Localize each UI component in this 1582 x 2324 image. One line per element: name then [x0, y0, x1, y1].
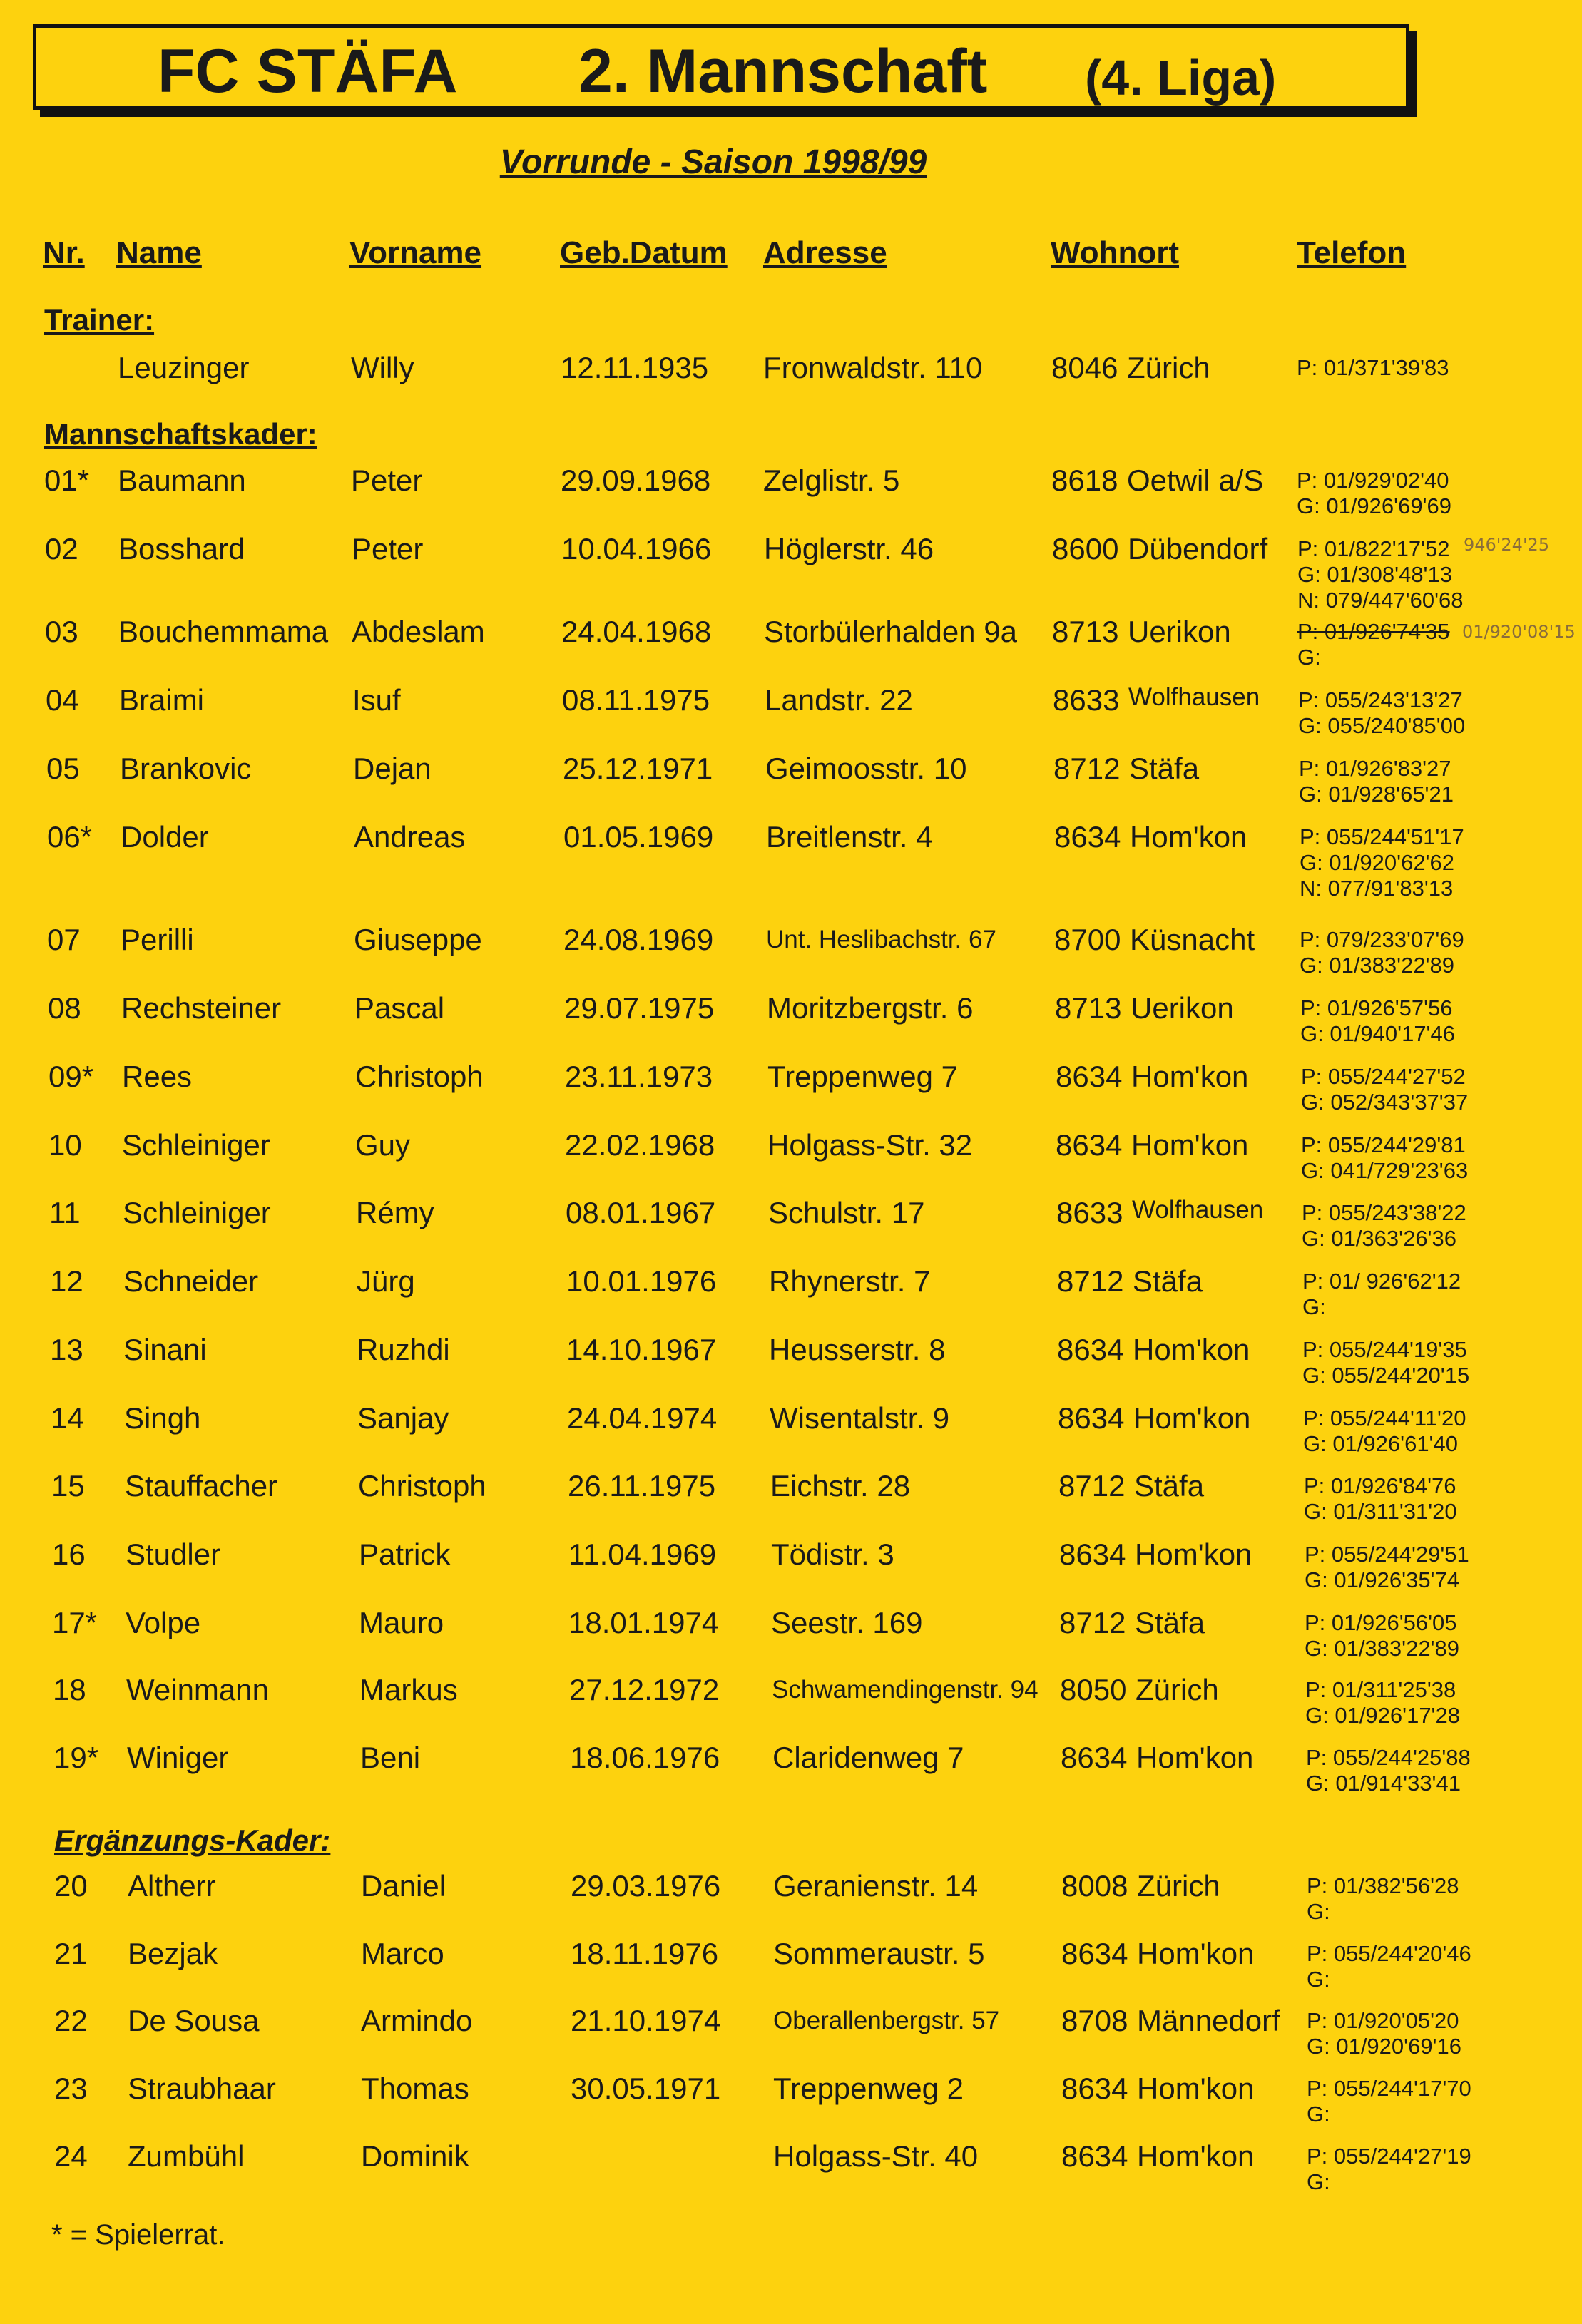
- phone-line: P: 055/244'25'88: [1306, 1745, 1471, 1770]
- row-plz: 8046: [1051, 351, 1118, 384]
- league-title: (4. Liga): [1085, 50, 1277, 106]
- header-adresse: Adresse: [763, 235, 887, 270]
- row-ort: Hom'kon: [1133, 1333, 1250, 1366]
- row-nr: 03: [45, 615, 78, 648]
- row-name: Studler: [126, 1537, 221, 1571]
- phone-line: G:: [1302, 1294, 1326, 1319]
- row-telefon: [1305, 1542, 1469, 1593]
- row-ort: Stäfa: [1129, 752, 1200, 785]
- player-row: [0, 1741, 1582, 1805]
- phone-line: P: 01/926'57'56: [1300, 995, 1453, 1020]
- row-ort: Männedorf: [1137, 2004, 1280, 2037]
- row-vorname: Christoph: [355, 1060, 484, 1093]
- row-vorname: Andreas: [354, 820, 466, 854]
- phone-line: G: 052/343'37'37: [1301, 1090, 1469, 1115]
- row-adresse: Breitlenstr. 4: [766, 820, 933, 854]
- row-plz: 8634: [1061, 1937, 1128, 1970]
- row-geb-datum: 10.01.1976: [566, 1264, 717, 1298]
- team-title: 2. Mannschaft: [578, 37, 988, 106]
- phone-line: G: 01/926'69'69: [1297, 493, 1451, 518]
- row-plz: 8634: [1061, 2072, 1128, 2105]
- header-name: Name: [116, 235, 202, 270]
- row-name: Schneider: [123, 1264, 259, 1298]
- player-row: [0, 464, 1582, 528]
- row-nr: 07: [47, 923, 81, 956]
- phone-line: P: 01/371'39'83: [1297, 355, 1449, 380]
- row-nr: 04: [46, 683, 79, 717]
- player-row: [0, 615, 1582, 679]
- player-row: [0, 1537, 1582, 1602]
- row-vorname: Giuseppe: [354, 923, 482, 956]
- row-plz: 8634: [1061, 1741, 1128, 1774]
- phone-line: G: 01/920'69'16: [1307, 2034, 1461, 2059]
- row-name: Stauffacher: [125, 1469, 278, 1503]
- club-title: FC STÄFA: [158, 37, 458, 106]
- row-vorname: Pascal: [354, 991, 445, 1025]
- player-row: [0, 1606, 1582, 1670]
- row-geb-datum: 08.01.1967: [566, 1196, 716, 1229]
- row-ort: Hom'kon: [1130, 820, 1247, 854]
- phone-line: P: 01/926'84'76: [1304, 1473, 1456, 1498]
- row-plz: 8618: [1051, 464, 1118, 497]
- row-adresse: Claridenweg 7: [772, 1741, 964, 1774]
- row-geb-datum: 10.04.1966: [561, 532, 712, 565]
- player-row: [0, 1128, 1582, 1192]
- row-vorname: Patrick: [359, 1537, 451, 1571]
- row-adresse: Heusserstr. 8: [769, 1333, 946, 1366]
- row-telefon: [1297, 468, 1451, 519]
- row-name: Braimi: [119, 683, 205, 717]
- row-telefon: [1306, 1745, 1471, 1796]
- phone-line: P: 01/ 926'62'12: [1302, 1269, 1461, 1294]
- row-nr: 18: [53, 1673, 86, 1706]
- row-ort: Zürich: [1137, 1869, 1220, 1903]
- row-ort: Hom'kon: [1135, 1537, 1252, 1571]
- row-name: Brankovic: [120, 752, 252, 785]
- row-telefon: [1297, 536, 1463, 613]
- row-nr: 11: [49, 1196, 81, 1229]
- row-ort: Hom'kon: [1137, 2072, 1255, 2105]
- row-geb-datum: 24.04.1968: [561, 615, 712, 648]
- row-telefon: [1307, 2076, 1471, 2127]
- phone-line: P: 055/244'19'35: [1302, 1337, 1467, 1362]
- row-name: Singh: [124, 1401, 201, 1435]
- row-geb-datum: 29.07.1975: [564, 991, 715, 1025]
- row-nr: 14: [51, 1401, 84, 1435]
- kader-section-label: Mannschaftskader:: [44, 417, 317, 451]
- row-nr: 17*: [52, 1606, 98, 1639]
- row-name: Schleiniger: [122, 1128, 270, 1162]
- row-ort: Hom'kon: [1136, 1741, 1254, 1774]
- player-row: [0, 1333, 1582, 1397]
- row-vorname: Dominik: [361, 2139, 469, 2173]
- row-ort: Wolfhausen: [1132, 1196, 1264, 1224]
- row-vorname: Willy: [351, 351, 414, 384]
- row-adresse: Holgass-Str. 32: [767, 1128, 973, 1162]
- row-vorname: Isuf: [352, 683, 401, 717]
- row-nr: 24: [54, 2139, 88, 2173]
- row-telefon: [1301, 1064, 1468, 1115]
- row-nr: 23: [54, 2072, 88, 2105]
- row-ort: Wolfhausen: [1128, 683, 1260, 711]
- row-name: Straubhaar: [128, 2072, 276, 2105]
- row-plz: 8634: [1059, 1537, 1126, 1571]
- row-plz: 8712: [1053, 752, 1121, 785]
- row-vorname: Daniel: [361, 1869, 446, 1903]
- row-name: Bezjak: [128, 1937, 218, 1970]
- phone-line: G: 01/928'65'21: [1299, 782, 1454, 807]
- phone-line: G: 01/940'17'46: [1300, 1021, 1455, 1046]
- phone-line: P: 055/244'27'52: [1301, 1064, 1466, 1089]
- row-telefon: [1297, 619, 1450, 670]
- row-plz: 8050: [1060, 1673, 1127, 1706]
- header-wohnort: Wohnort: [1051, 235, 1180, 270]
- row-nr: 10: [49, 1128, 82, 1162]
- row-adresse: Höglerstr. 46: [764, 532, 934, 565]
- row-adresse: Fronwaldstr. 110: [763, 351, 983, 384]
- row-plz: 8633: [1056, 1196, 1123, 1229]
- row-adresse: Seestr. 169: [771, 1606, 923, 1639]
- phone-line: G: 041/729'23'63: [1301, 1158, 1469, 1183]
- row-name: Baumann: [118, 464, 246, 497]
- phone-line: P: 055/244'29'51: [1305, 1542, 1469, 1567]
- row-name: Altherr: [128, 1869, 216, 1903]
- row-geb-datum: 12.11.1935: [561, 351, 709, 384]
- handwritten-note: 01/920'08'15: [1462, 622, 1576, 642]
- row-adresse: Schwamendingenstr. 94: [772, 1676, 1038, 1704]
- row-geb-datum: 29.09.1968: [561, 464, 711, 497]
- row-geb-datum: 29.03.1976: [571, 1869, 721, 1903]
- phone-line: P: 079/233'07'69: [1300, 927, 1464, 952]
- row-adresse: Treppenweg 7: [767, 1060, 958, 1093]
- header-telefon: Telefon: [1297, 235, 1407, 270]
- row-nr: 02: [45, 532, 78, 565]
- row-plz: 8008: [1061, 1869, 1128, 1903]
- row-geb-datum: 26.11.1975: [568, 1469, 716, 1503]
- player-row: [0, 923, 1582, 987]
- row-adresse: Holgass-Str. 40: [773, 2139, 979, 2173]
- row-adresse: Geimoosstr. 10: [765, 752, 967, 785]
- row-telefon: [1300, 824, 1464, 901]
- row-ort: Dübendorf: [1128, 532, 1268, 565]
- row-geb-datum: 23.11.1973: [565, 1060, 713, 1093]
- row-nr: 20: [54, 1869, 88, 1903]
- phone-line: P: 055/243'38'22: [1302, 1200, 1466, 1225]
- row-telefon: [1300, 995, 1455, 1047]
- row-telefon: [1303, 1406, 1466, 1457]
- row-vorname: Peter: [351, 464, 423, 497]
- row-plz: 8708: [1061, 2004, 1128, 2037]
- row-plz: 8634: [1054, 820, 1121, 854]
- player-row: [0, 1196, 1582, 1260]
- row-name: Rees: [122, 1060, 193, 1093]
- row-adresse: Treppenweg 2: [773, 2072, 964, 2105]
- row-plz: 8700: [1054, 923, 1121, 956]
- row-plz: 8712: [1057, 1264, 1124, 1298]
- phone-line: P: 055/244'20'46: [1307, 1941, 1471, 1966]
- row-nr: 15: [51, 1469, 85, 1503]
- extra-player-row: [0, 2072, 1582, 2136]
- row-name: Volpe: [126, 1606, 201, 1639]
- row-nr: 01*: [44, 464, 90, 497]
- row-adresse: Storbülerhalden 9a: [764, 615, 1017, 648]
- header-vorname: Vorname: [349, 235, 482, 270]
- phone-line: N: 079/447'60'68: [1297, 588, 1464, 613]
- row-telefon: [1301, 1132, 1468, 1184]
- row-vorname: Thomas: [361, 2072, 469, 2105]
- season-subtitle: Vorrunde - Saison 1998/99: [499, 143, 927, 181]
- row-telefon: [1305, 1610, 1459, 1662]
- row-ort: Hom'kon: [1133, 1401, 1251, 1435]
- phone-line: P: 01/311'25'38: [1305, 1677, 1456, 1702]
- phone-line: P: 01/822'17'52: [1297, 536, 1450, 561]
- row-telefon: [1302, 1269, 1461, 1320]
- phone-line: G: 01/383'22'89: [1300, 953, 1454, 978]
- row-name: Schleiniger: [123, 1196, 271, 1229]
- extra-player-row: [0, 1937, 1582, 2001]
- row-name: Dolder: [121, 820, 209, 854]
- phone-line: P: 01/382'56'28: [1307, 1873, 1459, 1898]
- row-geb-datum: 18.01.1974: [568, 1606, 719, 1639]
- row-vorname: Mauro: [359, 1606, 444, 1639]
- row-telefon: [1298, 687, 1465, 739]
- row-telefon: [1307, 2008, 1461, 2059]
- row-geb-datum: 24.08.1969: [563, 923, 714, 956]
- row-name: Weinmann: [126, 1673, 269, 1706]
- player-row: [0, 1401, 1582, 1465]
- phone-line: P: 01/926'56'05: [1305, 1610, 1457, 1635]
- row-plz: 8712: [1059, 1606, 1126, 1639]
- row-ort: Hom'kon: [1131, 1128, 1249, 1162]
- player-row: [0, 820, 1582, 901]
- phone-line: P: 055/244'29'81: [1301, 1132, 1466, 1157]
- row-adresse: Schulstr. 17: [768, 1196, 925, 1229]
- row-nr: 16: [52, 1537, 86, 1571]
- player-row: [0, 1673, 1582, 1737]
- row-telefon: [1300, 927, 1464, 978]
- row-ort: Uerikon: [1131, 991, 1234, 1025]
- row-ort: Küsnacht: [1130, 923, 1255, 956]
- player-row: [0, 683, 1582, 747]
- player-row: [0, 1469, 1582, 1533]
- player-row: [0, 752, 1582, 816]
- row-geb-datum: 24.04.1974: [567, 1401, 718, 1435]
- handwritten-note: 946'24'25: [1464, 535, 1550, 555]
- player-row: [0, 532, 1582, 613]
- phone-line: G: 01/926'17'28: [1305, 1703, 1460, 1728]
- phone-line: G: 055/240'85'00: [1298, 713, 1466, 738]
- row-ort: Stäfa: [1133, 1264, 1203, 1298]
- row-name: Bouchemmama: [118, 615, 329, 648]
- row-ort: Stäfa: [1134, 1469, 1205, 1503]
- row-telefon: [1307, 1941, 1471, 1992]
- header-nr: Nr.: [43, 235, 85, 270]
- row-geb-datum: 08.11.1975: [562, 683, 710, 717]
- phone-line: G: 01/920'62'62: [1300, 850, 1454, 875]
- phone-line: P: 01/926'74'35: [1297, 619, 1450, 644]
- row-geb-datum: 27.12.1972: [569, 1673, 720, 1706]
- row-nr: 22: [54, 2004, 88, 2037]
- trainer-section-label: Trainer:: [44, 303, 155, 337]
- row-geb-datum: 30.05.1971: [571, 2072, 721, 2105]
- row-geb-datum: 11.04.1969: [568, 1537, 717, 1571]
- row-nr: 06*: [47, 820, 93, 854]
- row-adresse: Oberallenbergstr. 57: [773, 2007, 1000, 2034]
- phone-line: P: 055/244'27'19: [1307, 2144, 1471, 2169]
- row-name: Winiger: [127, 1741, 229, 1774]
- row-telefon: [1297, 355, 1449, 381]
- header-geb-datum: Geb.Datum: [560, 235, 728, 270]
- phone-line: G:: [1307, 1899, 1330, 1924]
- row-telefon: [1307, 2144, 1471, 2195]
- row-vorname: Dejan: [353, 752, 432, 785]
- row-nr: 05: [46, 752, 80, 785]
- row-plz: 8634: [1056, 1128, 1123, 1162]
- phone-line: P: 055/244'11'20: [1303, 1406, 1466, 1430]
- row-telefon: [1307, 1873, 1459, 1925]
- phone-line: G: 01/363'26'36: [1302, 1226, 1456, 1251]
- player-row: [0, 1264, 1582, 1329]
- row-vorname: Markus: [359, 1673, 458, 1706]
- row-telefon: [1302, 1200, 1466, 1251]
- row-vorname: Guy: [355, 1128, 411, 1162]
- row-plz: 8634: [1058, 1401, 1125, 1435]
- row-adresse: Geranienstr. 14: [773, 1869, 979, 1903]
- row-adresse: Sommeraustr. 5: [773, 1937, 985, 1970]
- phone-line: G: 01/308'48'13: [1297, 562, 1452, 587]
- row-plz: 8713: [1055, 991, 1122, 1025]
- row-name: Leuzinger: [118, 351, 250, 384]
- row-name: Zumbühl: [128, 2139, 245, 2173]
- phone-line: G: 01/383'22'89: [1305, 1636, 1459, 1661]
- row-ort: Zürich: [1136, 1673, 1219, 1706]
- player-row: [0, 1060, 1582, 1124]
- row-ort: Uerikon: [1128, 615, 1231, 648]
- row-telefon: [1302, 1337, 1469, 1388]
- row-nr: 21: [54, 1937, 88, 1970]
- row-adresse: Wisentalstr. 9: [770, 1401, 950, 1435]
- row-name: Bosshard: [118, 532, 245, 565]
- phone-line: P: 01/920'05'20: [1307, 2008, 1459, 2033]
- row-ort: Hom'kon: [1131, 1060, 1249, 1093]
- player-row: [0, 991, 1582, 1055]
- row-geb-datum: 01.05.1969: [563, 820, 714, 854]
- row-geb-datum: 22.02.1968: [565, 1128, 715, 1162]
- phone-line: G:: [1297, 645, 1321, 670]
- phone-line: P: 01/926'83'27: [1299, 756, 1451, 781]
- row-plz: 8634: [1056, 1060, 1123, 1093]
- phone-line: G: 01/914'33'41: [1306, 1771, 1461, 1796]
- row-vorname: Abdeslam: [352, 615, 485, 648]
- phone-line: G:: [1307, 2102, 1330, 2126]
- row-telefon: [1299, 756, 1454, 807]
- phone-line: P: 055/244'51'17: [1300, 824, 1464, 849]
- phone-line: P: 01/929'02'40: [1297, 468, 1449, 493]
- row-ort: Oetwil a/S: [1127, 464, 1264, 497]
- row-adresse: Tödistr. 3: [771, 1537, 894, 1571]
- phone-line: G:: [1307, 2169, 1330, 2194]
- phone-line: P: 055/243'13'27: [1298, 687, 1463, 712]
- trainer-row: [0, 351, 1582, 415]
- row-telefon: [1305, 1677, 1460, 1729]
- row-geb-datum: 18.06.1976: [570, 1741, 720, 1774]
- row-plz: 8634: [1057, 1333, 1124, 1366]
- phone-line: G: 01/926'61'40: [1303, 1431, 1458, 1456]
- extra-player-row: [0, 2004, 1582, 2068]
- phone-line: G:: [1307, 1967, 1330, 1992]
- row-vorname: Beni: [360, 1741, 421, 1774]
- phone-line: G: 055/244'20'15: [1302, 1363, 1470, 1388]
- row-vorname: Ruzhdi: [357, 1333, 450, 1366]
- row-adresse: Eichstr. 28: [770, 1469, 911, 1503]
- row-ort: Stäfa: [1135, 1606, 1205, 1639]
- row-adresse: Zelglistr. 5: [763, 464, 900, 497]
- row-nr: 12: [50, 1264, 83, 1298]
- phone-line: P: 055/244'17'70: [1307, 2076, 1471, 2101]
- row-adresse: Unt. Heslibachstr. 67: [766, 926, 996, 953]
- row-nr: 19*: [53, 1741, 99, 1774]
- row-name: Sinani: [123, 1333, 207, 1366]
- row-vorname: Rémy: [356, 1196, 434, 1229]
- row-name: De Sousa: [128, 2004, 260, 2037]
- row-telefon: [1304, 1473, 1457, 1525]
- row-adresse: Rhynerstr. 7: [769, 1264, 931, 1298]
- row-vorname: Armindo: [361, 2004, 473, 2037]
- row-geb-datum: 25.12.1971: [563, 752, 713, 785]
- extra-player-row: [0, 1869, 1582, 1933]
- row-plz: 8600: [1052, 532, 1119, 565]
- row-ort: Hom'kon: [1137, 1937, 1255, 1970]
- row-nr: 13: [50, 1333, 83, 1366]
- ergaenzung-section-label: Ergänzungs-Kader:: [54, 1823, 331, 1857]
- row-name: Perilli: [121, 923, 194, 956]
- phone-line: G: 01/926'35'74: [1305, 1567, 1459, 1592]
- row-plz: 8712: [1058, 1469, 1126, 1503]
- extra-player-row: [0, 2139, 1582, 2203]
- row-vorname: Marco: [361, 1937, 444, 1970]
- phone-line: N: 077/91'83'13: [1300, 876, 1454, 901]
- row-vorname: Christoph: [358, 1469, 486, 1503]
- row-geb-datum: 18.11.1976: [571, 1937, 719, 1970]
- row-nr: 08: [48, 991, 81, 1025]
- row-plz: 8634: [1061, 2139, 1128, 2173]
- footnote: * = Spielerrat.: [51, 2219, 225, 2251]
- row-nr: 09*: [49, 1060, 94, 1093]
- row-vorname: Sanjay: [357, 1401, 449, 1435]
- row-geb-datum: 21.10.1974: [571, 2004, 721, 2037]
- row-vorname: Jürg: [357, 1264, 415, 1298]
- row-name: Rechsteiner: [121, 991, 282, 1025]
- row-adresse: Moritzbergstr. 6: [767, 991, 974, 1025]
- row-geb-datum: 14.10.1967: [566, 1333, 717, 1366]
- row-ort: Zürich: [1127, 351, 1210, 384]
- row-vorname: Peter: [352, 532, 424, 565]
- row-adresse: Landstr. 22: [765, 683, 913, 717]
- row-plz: 8713: [1052, 615, 1119, 648]
- row-plz: 8633: [1053, 683, 1120, 717]
- row-ort: Hom'kon: [1137, 2139, 1255, 2173]
- phone-line: G: 01/311'31'20: [1304, 1499, 1457, 1524]
